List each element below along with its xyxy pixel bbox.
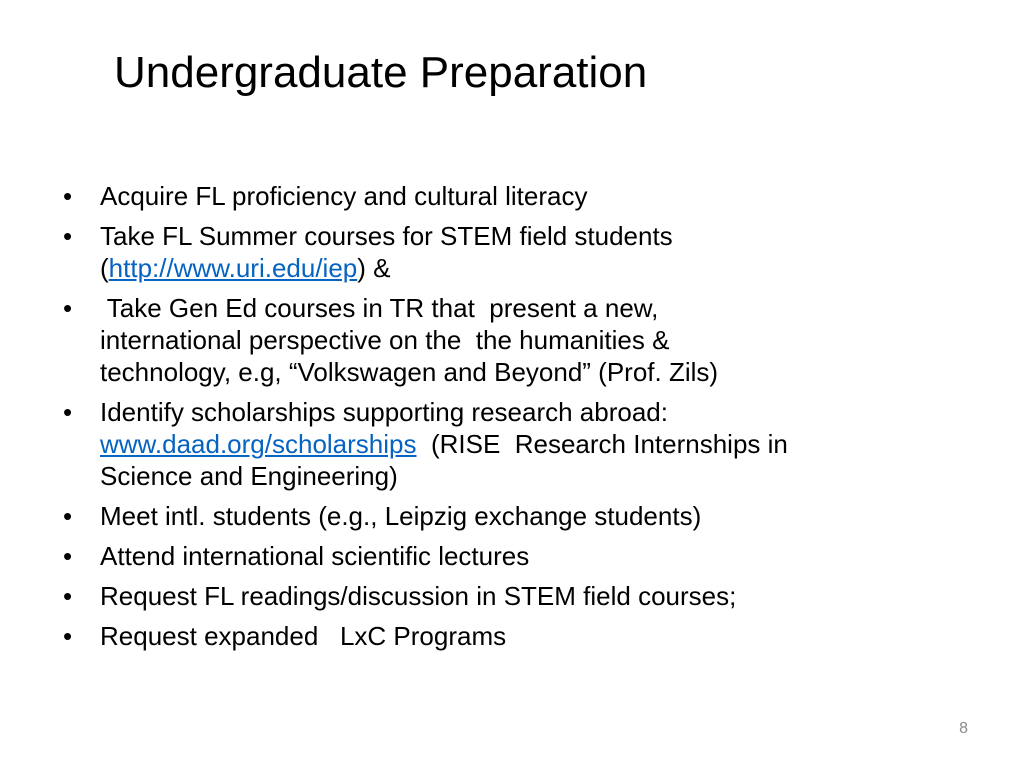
bullet-text-continued: international perspective on the the humanities & (100, 325, 670, 355)
bullet-text-continued (100, 252, 960, 284)
bullet-text-continued: Science and Engineering) (100, 461, 398, 491)
bullet-text-continued: technology, e.g, “Volkswagen and Beyond” (Prof. Zils) (100, 357, 719, 387)
bullet-item-summer-courses (60, 220, 960, 284)
bullet-item-scholarships (60, 396, 960, 492)
rise-text: (RISE Research Internships in (416, 429, 788, 459)
bullet-text: Identify scholarships supporting research abroad: (100, 397, 668, 427)
bullet-item-lectures (60, 540, 960, 572)
bullet-text: Attend international scientific lectures (100, 541, 530, 571)
bullet-marker: • (63, 221, 73, 251)
bullet-marker: • (63, 397, 73, 427)
bullet-item-fl-proficiency (60, 180, 960, 212)
bullet-marker: • (63, 581, 73, 611)
bullet-text: Take Gen Ed courses in TR that present a new, (100, 293, 659, 323)
page-number: 8 (959, 720, 968, 737)
bullet-marker: • (63, 501, 73, 531)
bullet-marker: • (63, 181, 73, 211)
bullet-text: Meet intl. students (e.g., Leipzig exchange students) (100, 501, 702, 531)
bullet-text: Acquire FL proficiency and cultural literacy (100, 181, 588, 211)
bullet-text-continued (100, 428, 960, 460)
daad-scholarships-link[interactable]: www.daad.org/scholarships (100, 429, 417, 459)
bullet-marker: • (63, 293, 73, 323)
bullet-item-meet-students (60, 500, 960, 532)
bullet-list (60, 180, 960, 660)
paren-open: ( (100, 253, 109, 283)
bullet-text: Request FL readings/discussion in STEM field courses; (100, 581, 737, 611)
bullet-text: Request expanded LxC Programs (100, 621, 507, 651)
bullet-item-lxc-programs (60, 620, 960, 652)
bullet-item-gen-ed-courses (60, 292, 960, 388)
bullet-marker: • (63, 621, 73, 651)
bullet-item-fl-readings (60, 580, 960, 612)
bullet-text: Take FL Summer courses for STEM field students (100, 221, 673, 251)
paren-close: ) & (357, 253, 391, 283)
bullet-marker: • (63, 541, 73, 571)
uri-iep-link[interactable]: http://www.uri.edu/iep (108, 253, 358, 283)
slide-title: Undergraduate Preparation (114, 48, 648, 97)
